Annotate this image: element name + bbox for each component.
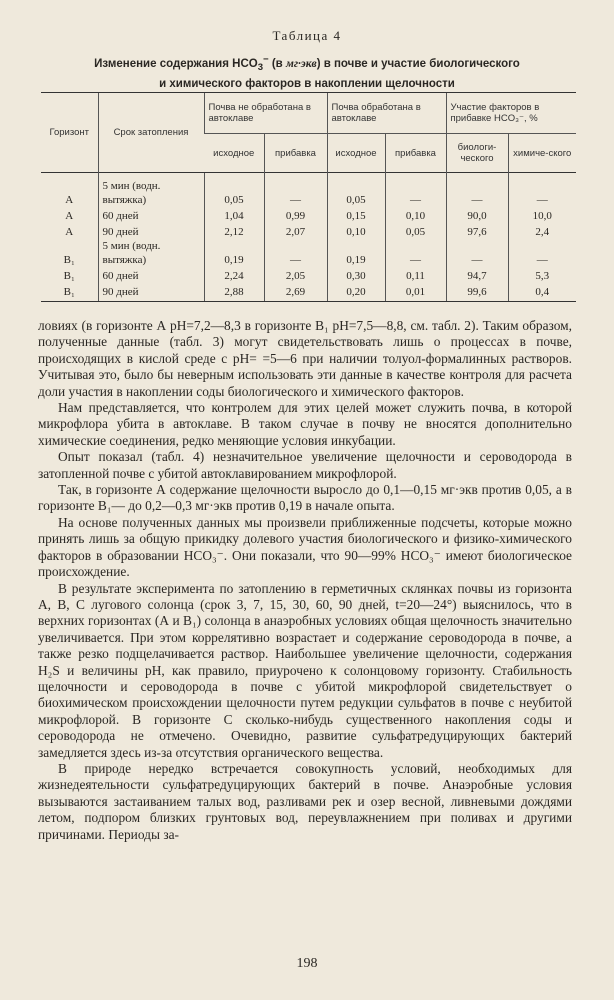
cell-period: 5 мин (водн. вытяжка) xyxy=(98,239,204,267)
caption-superscript: − xyxy=(263,54,269,65)
header-not-autoclaved: Почва не обработана в автоклаве xyxy=(204,93,327,134)
paragraph: Так, в горизонте А содержание щелочности выросло до 0,1—0,15 мг·экв против 0,05, а в горизонте B₁— до 0,2—0,3 мг·экв против 0,19 в начале опыта. xyxy=(38,482,572,514)
cell-value: 2,05 xyxy=(264,267,327,283)
cell-value: — xyxy=(385,239,446,267)
caption-text-3: ) в почве и участие биологического xyxy=(316,57,520,70)
cell-value: — xyxy=(508,173,576,208)
cell-value: 0,15 xyxy=(327,207,385,223)
caption-line-1 xyxy=(40,52,574,76)
cell-value: 2,12 xyxy=(204,223,264,239)
cell-period: 5 мин (водн. вытяжка) xyxy=(98,173,204,208)
paragraph: Опыт показал (табл. 4) незначительное увеличение щелочности и сероводорода в затопленной почве с убитой автоклавированием микрофлорой. xyxy=(38,449,572,481)
paragraph: На основе полученных данных мы произвели приближенные подсчеты, которые можно принять лишь за общую прикидку долевого участия биологического и физико-химического факторов в образовании HCO₃⁻. Они показали, что 90—99% HCO₃⁻ имеют биологическое происхождение. xyxy=(38,514,572,580)
table-row xyxy=(41,239,576,267)
table-row xyxy=(41,207,576,223)
cell-value: 2,88 xyxy=(204,283,264,302)
header-period: Срок затопления xyxy=(98,93,204,173)
cell-value: — xyxy=(385,173,446,208)
cell-horizon: B₁ xyxy=(63,254,75,266)
subheader-increase: прибавка xyxy=(264,134,327,173)
subheader-initial: исходное xyxy=(327,134,385,173)
cell-horizon: B₁ xyxy=(41,283,98,302)
caption-line-2: и химического факторов в накоплении щелочности xyxy=(159,78,455,91)
table-number: Таблица 4 xyxy=(272,28,342,43)
cell-value: 0,20 xyxy=(327,283,385,302)
table-row xyxy=(41,283,576,302)
cell-value: — xyxy=(446,173,508,208)
cell-value: — xyxy=(508,239,576,267)
paragraph: В результате эксперимента по затоплению в герметичных склянках почвы из горизонта А, В, С лугового солонца (срок 3, 7, 15, 30, 60, 90 дней, t=20—24°) выяснилось, что в верхних горизонтах (А и B₁) солонца в анаэробных условиях общая щелочность значительно увеличивается. При этом коррелятивно возрастает и содержание сероводорода в почве, а также резко подщелачивается раствор. Наибольшее увеличение щелочности, содержания H₂S и величины pH, как правило, приурочено к солонцовому горизонту. Стабильность щелочности и сероводорода в почве с убитой микрофлорой свидетельствует о биохимическом происхождении щелочности путем редукции сульфатов в почве с неубитой микрофлорой. В горизонте С сколько-нибудь существенного накопления соды и сероводорода не отмечено. Очевидно, развитие сульфатредуцирующих бактерий замедляется здесь из-за отсутствия органического вещества. xyxy=(38,580,572,760)
cell-value: 97,6 xyxy=(446,223,508,239)
cell-value: 94,7 xyxy=(446,267,508,283)
cell-value: 1,04 xyxy=(204,207,264,223)
cell-value: 0,05 xyxy=(204,173,264,208)
cell-value: 2,24 xyxy=(204,267,264,283)
cell-value: 0,30 xyxy=(327,267,385,283)
caption-subscript: 3 xyxy=(257,62,264,74)
cell-value: 99,6 xyxy=(446,283,508,302)
cell-period: 60 дней xyxy=(98,267,204,283)
cell-value: 2,69 xyxy=(264,283,327,302)
caption-unit: мг·экв xyxy=(285,57,317,70)
cell-value: 2,07 xyxy=(264,223,327,239)
page-number: 198 xyxy=(296,956,318,971)
cell-horizon: A xyxy=(65,210,74,222)
subheader-chemical: химиче-ского xyxy=(508,134,576,173)
paragraph: В природе нередко встречается совокупность условий, необходимых для жизнедеятельности сульфатредуцирующих бактерий в почве. Анаэробные условия вызываются застаиванием талых вод, разливами рек и озер весной, ливневыми дождями летом, подпором близких грунтовых вод, переувлажнением при поливах и другими причинами. Периоды за- xyxy=(38,760,572,842)
cell-value: 2,4 xyxy=(508,223,576,239)
cell-value: — xyxy=(264,173,327,208)
cell-value: 90,0 xyxy=(446,207,508,223)
cell-period: 60 дней xyxy=(98,207,204,223)
cell-value: 0,11 xyxy=(385,267,446,283)
cell-value: — xyxy=(264,239,327,267)
cell-value: 0,05 xyxy=(385,223,446,239)
header-participation: Участие факторов в прибавке HCO₃⁻, % xyxy=(446,93,576,134)
cell-value: 0,19 xyxy=(327,239,385,267)
cell-value: 0,99 xyxy=(264,207,327,223)
table-row xyxy=(41,267,576,283)
cell-value: 0,4 xyxy=(508,283,576,302)
cell-value: — xyxy=(446,239,508,267)
data-table xyxy=(41,92,576,302)
cell-horizon: A xyxy=(65,226,74,238)
table-caption xyxy=(40,52,574,92)
header-horizon: Горизонт xyxy=(41,93,98,173)
body-text xyxy=(38,318,572,843)
cell-period: 90 дней xyxy=(98,223,204,239)
caption-text-2: (в xyxy=(268,57,286,70)
cell-value: 0,10 xyxy=(385,207,446,223)
header-autoclaved: Почва обработана в автоклаве xyxy=(327,93,446,134)
subheader-initial: исходное xyxy=(204,134,264,173)
cell-value: 0,01 xyxy=(385,283,446,302)
cell-value: 10,0 xyxy=(508,207,576,223)
caption-text-1: Изменение содержания HCO xyxy=(94,57,258,70)
subheader-increase: прибавка xyxy=(385,134,446,173)
cell-horizon: B₁ xyxy=(63,270,75,282)
paragraph: Нам представляется, что контролем для этих целей может служить почва, в которой микрофлора убита в автоклаве. В таком случае в почву не вносятся дополнительно химические соединения, редко меняющие условия инкубации. xyxy=(38,400,572,448)
subheader-biological: биологи-ческого xyxy=(446,134,508,173)
paragraph: ловиях (в горизонте А pH=7,2—8,3 в горизонте B₁ pH=7,5—8,8, см. табл. 2). Таким образом, полученные данные (табл. 3) могут свидетельствовать лишь о процессах в почве, происходящих в кислой среде с pH= =5—6 при наличии толуол-формалинных растворов. Учитывая это, было бы неверным использовать эти данные в качестве контроля для расчета доли участия в накоплении соды биологического и химического факторов. xyxy=(38,318,572,399)
cell-value: 0,05 xyxy=(327,173,385,208)
cell-value: 5,3 xyxy=(508,267,576,283)
cell-value: 0,10 xyxy=(327,223,385,239)
table-row xyxy=(41,173,576,208)
table-row xyxy=(41,223,576,239)
cell-period: 90 дней xyxy=(98,283,204,302)
cell-value: 0,19 xyxy=(204,239,264,267)
cell-horizon: A xyxy=(41,173,98,208)
